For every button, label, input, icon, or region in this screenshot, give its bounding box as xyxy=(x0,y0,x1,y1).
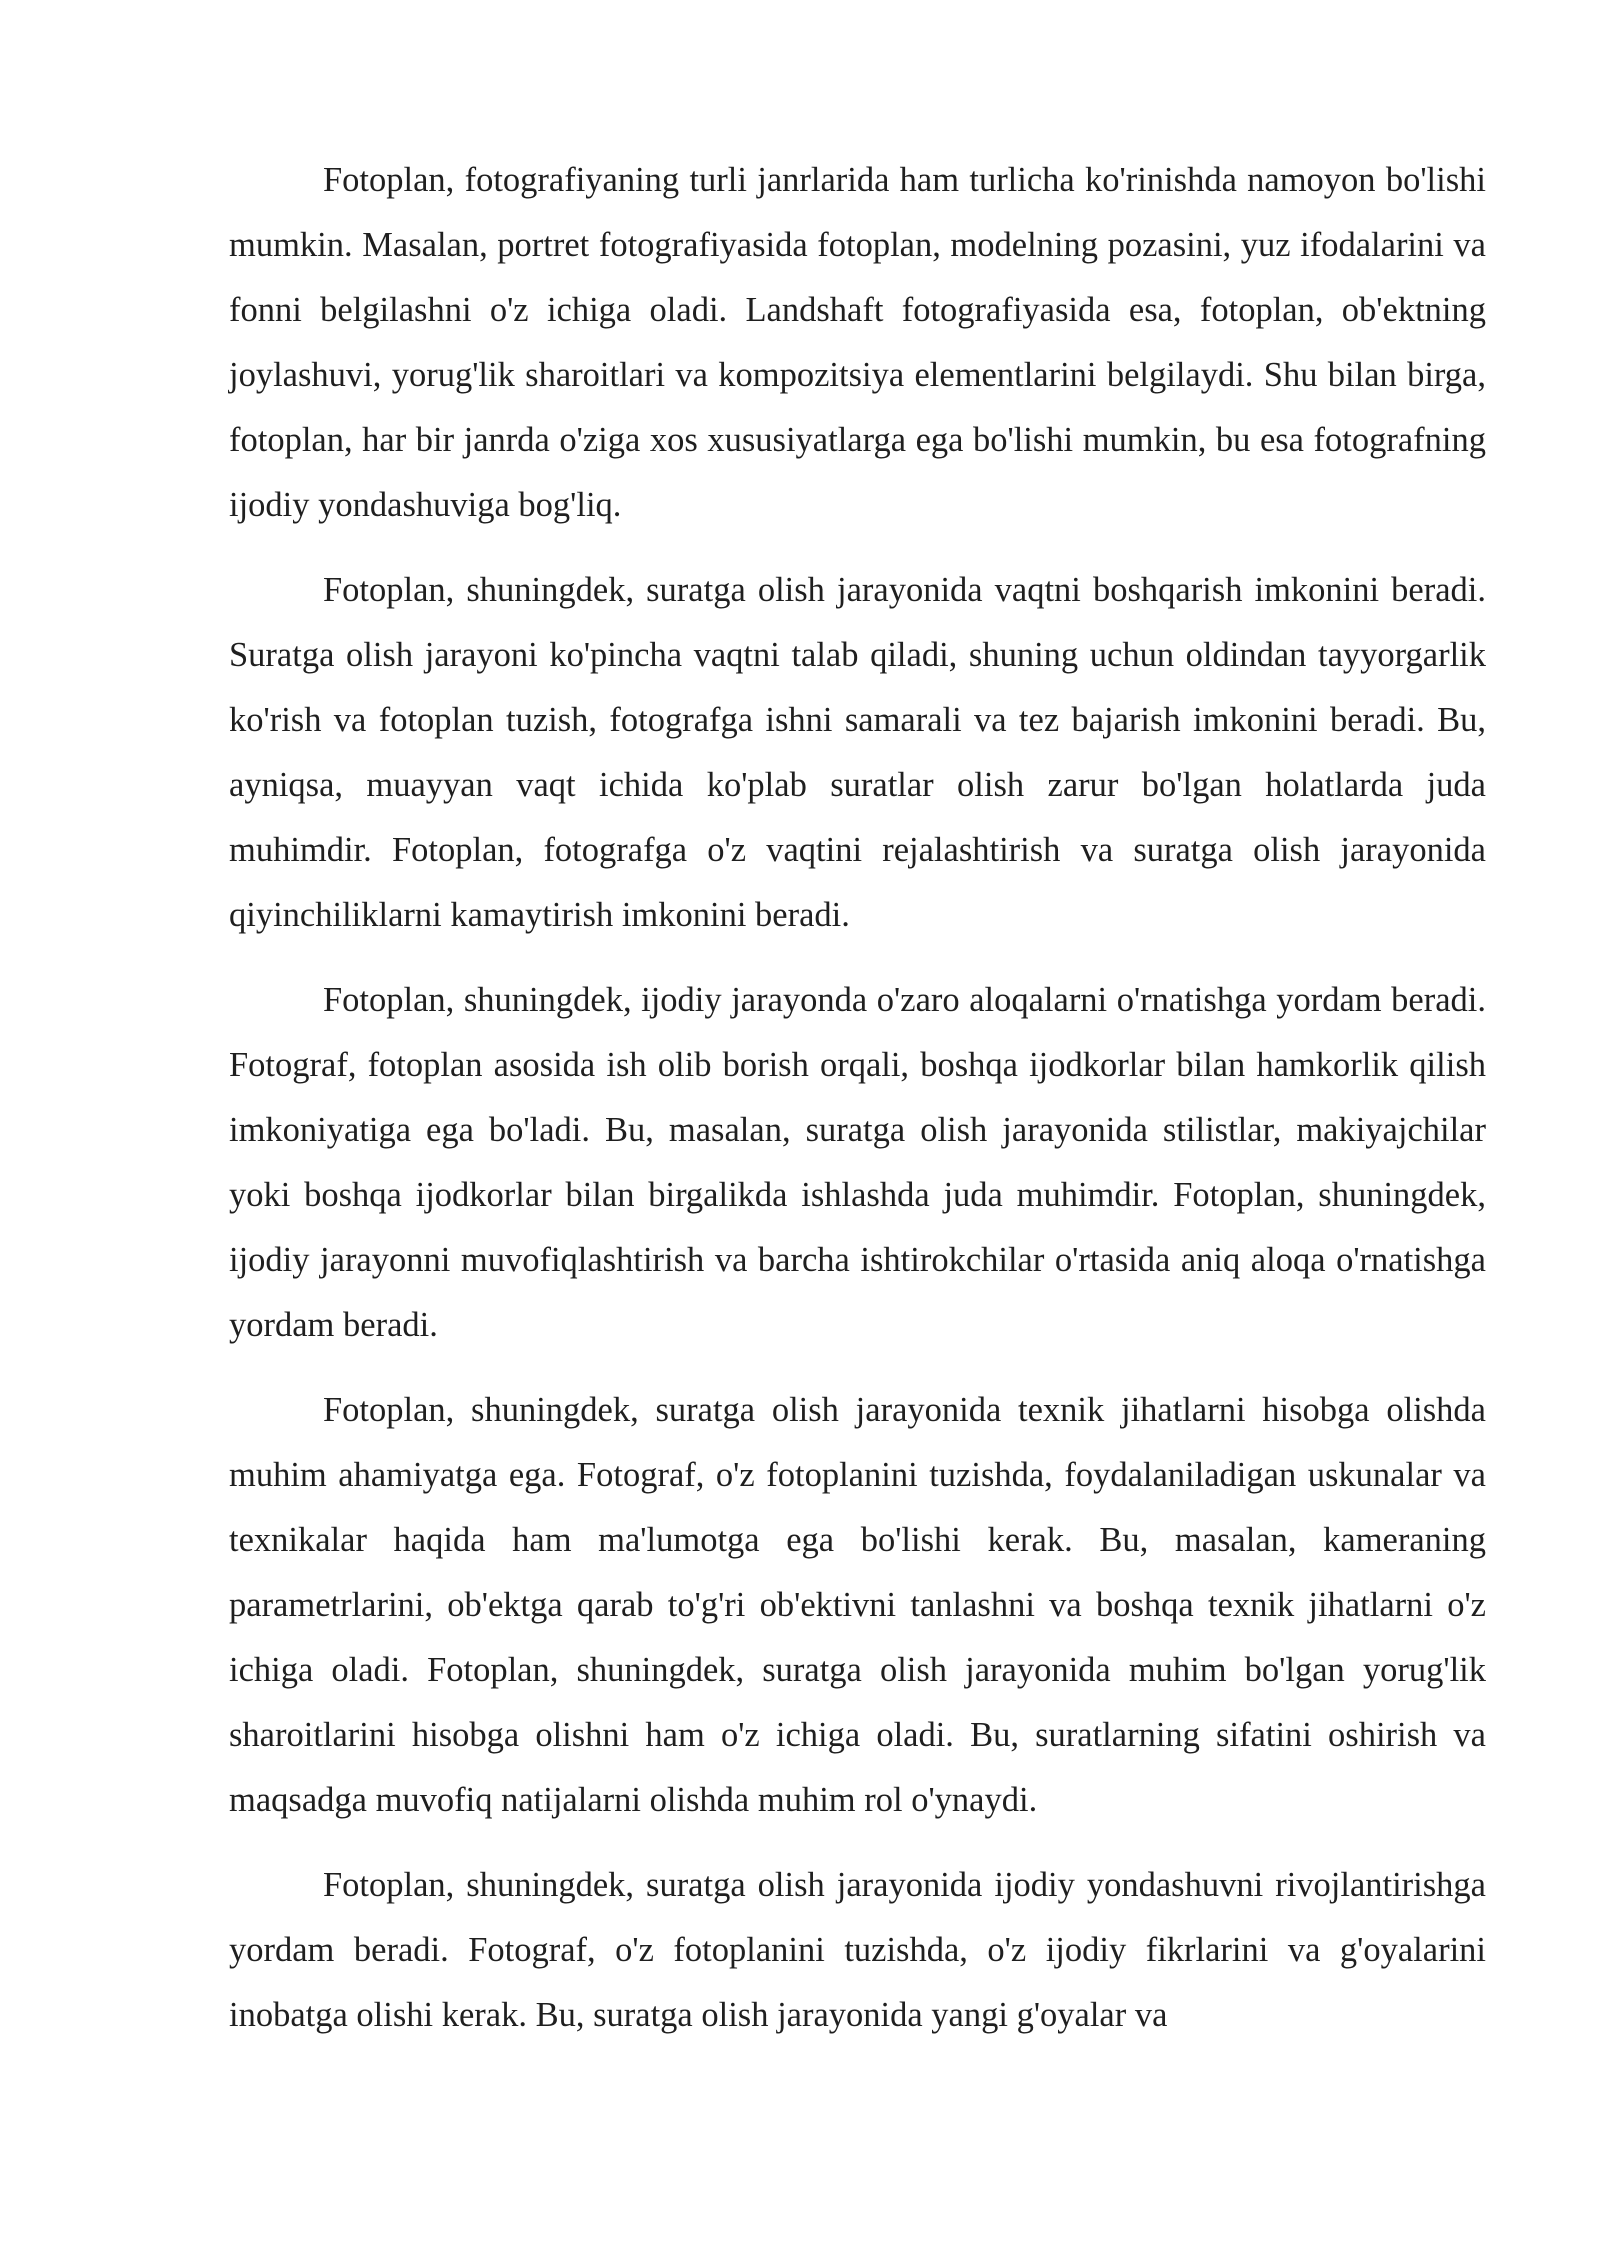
paragraph-3: Fotoplan, shuningdek, ijodiy jarayonda o'zaro aloqalarni o'rnatishga yordam beradi. Fotograf, fotoplan asosida ish olib borish orqali, boshqa ijodkorlar bilan hamkorlik qilish imkoniyatiga ega bo'ladi. Bu, masalan, suratga olish jarayonida stilistlar, makiyajchilar yoki boshqa ijodkorlar bilan birgalikda ishlashda juda muhimdir. Fotoplan, shuningdek, ijodiy jarayonni muvofiqlashtirish va barcha ishtirokchilar o'rtasida aniq aloqa o'rnatishga yordam beradi. xyxy=(229,981,1486,1344)
paragraph-4: Fotoplan, shuningdek, suratga olish jarayonida texnik jihatlarni hisobga olishda muhim ahamiyatga ega. Fotograf, o'z fotoplanini tuzishda, foydalaniladigan uskunalar va texnikalar haqida ham ma'lumotga ega bo'lishi kerak. Bu, masalan, kameraning parametrlarini, ob'ektga qarab to'g'ri ob'ektivni tanlashni va boshqa texnik jihatlarni o'z ichiga oladi. Fotoplan, shuningdek, suratga olish jarayonida muhim bo'lgan yorug'lik sharoitlarini hisobga olishni ham o'z ichiga oladi. Bu, suratlarning sifatini oshirish va maqsadga muvofiq natijalarni olishda muhim rol o'ynaydi. xyxy=(229,1391,1486,1819)
paragraph-5: Fotoplan, shuningdek, suratga olish jarayonida ijodiy yondashuvni rivojlantirishga yordam beradi. Fotograf, o'z fotoplanini tuzishda, o'z ijodiy fikrlarini va g'oyalarini inobatga olishi kerak. Bu, suratga olish jarayonida yangi g'oyalar va xyxy=(229,1866,1486,2034)
paragraph-2: Fotoplan, shuningdek, suratga olish jarayonida vaqtni boshqarish imkonini beradi. Suratga olish jarayoni ko'pincha vaqtni talab qiladi, shuning uchun oldindan tayyorgarlik ko'rish va fotoplan tuzish, fotografga ishni samarali va tez bajarish imkonini beradi. Bu, ayniqsa, muayyan vaqt ichida ko'plab suratlar olish zarur bo'lgan holatlarda juda muhimdir. Fotoplan, fotografga o'z vaqtini rejalashtirish va suratga olish jarayonida qiyinchiliklarni kamaytirish imkonini beradi. xyxy=(229,571,1486,934)
document-page xyxy=(229,148,1486,2068)
paragraph-1: Fotoplan, fotografiyaning turli janrlarida ham turlicha ko'rinishda namoyon bo'lishi mumkin. Masalan, portret fotografiyasida fotoplan, modelning pozasini, yuz ifodalarini va fonni belgilashni o'z ichiga oladi. Landshaft fotografiyasida esa, fotoplan, ob'ektning joylashuvi, yorug'lik sharoitlari va kompozitsiya elementlarini belgilaydi. Shu bilan birga, fotoplan, har bir janrda o'ziga xos xususiyatlarga ega bo'lishi mumkin, bu esa fotografning ijodiy yondashuviga bog'liq. xyxy=(229,161,1486,524)
